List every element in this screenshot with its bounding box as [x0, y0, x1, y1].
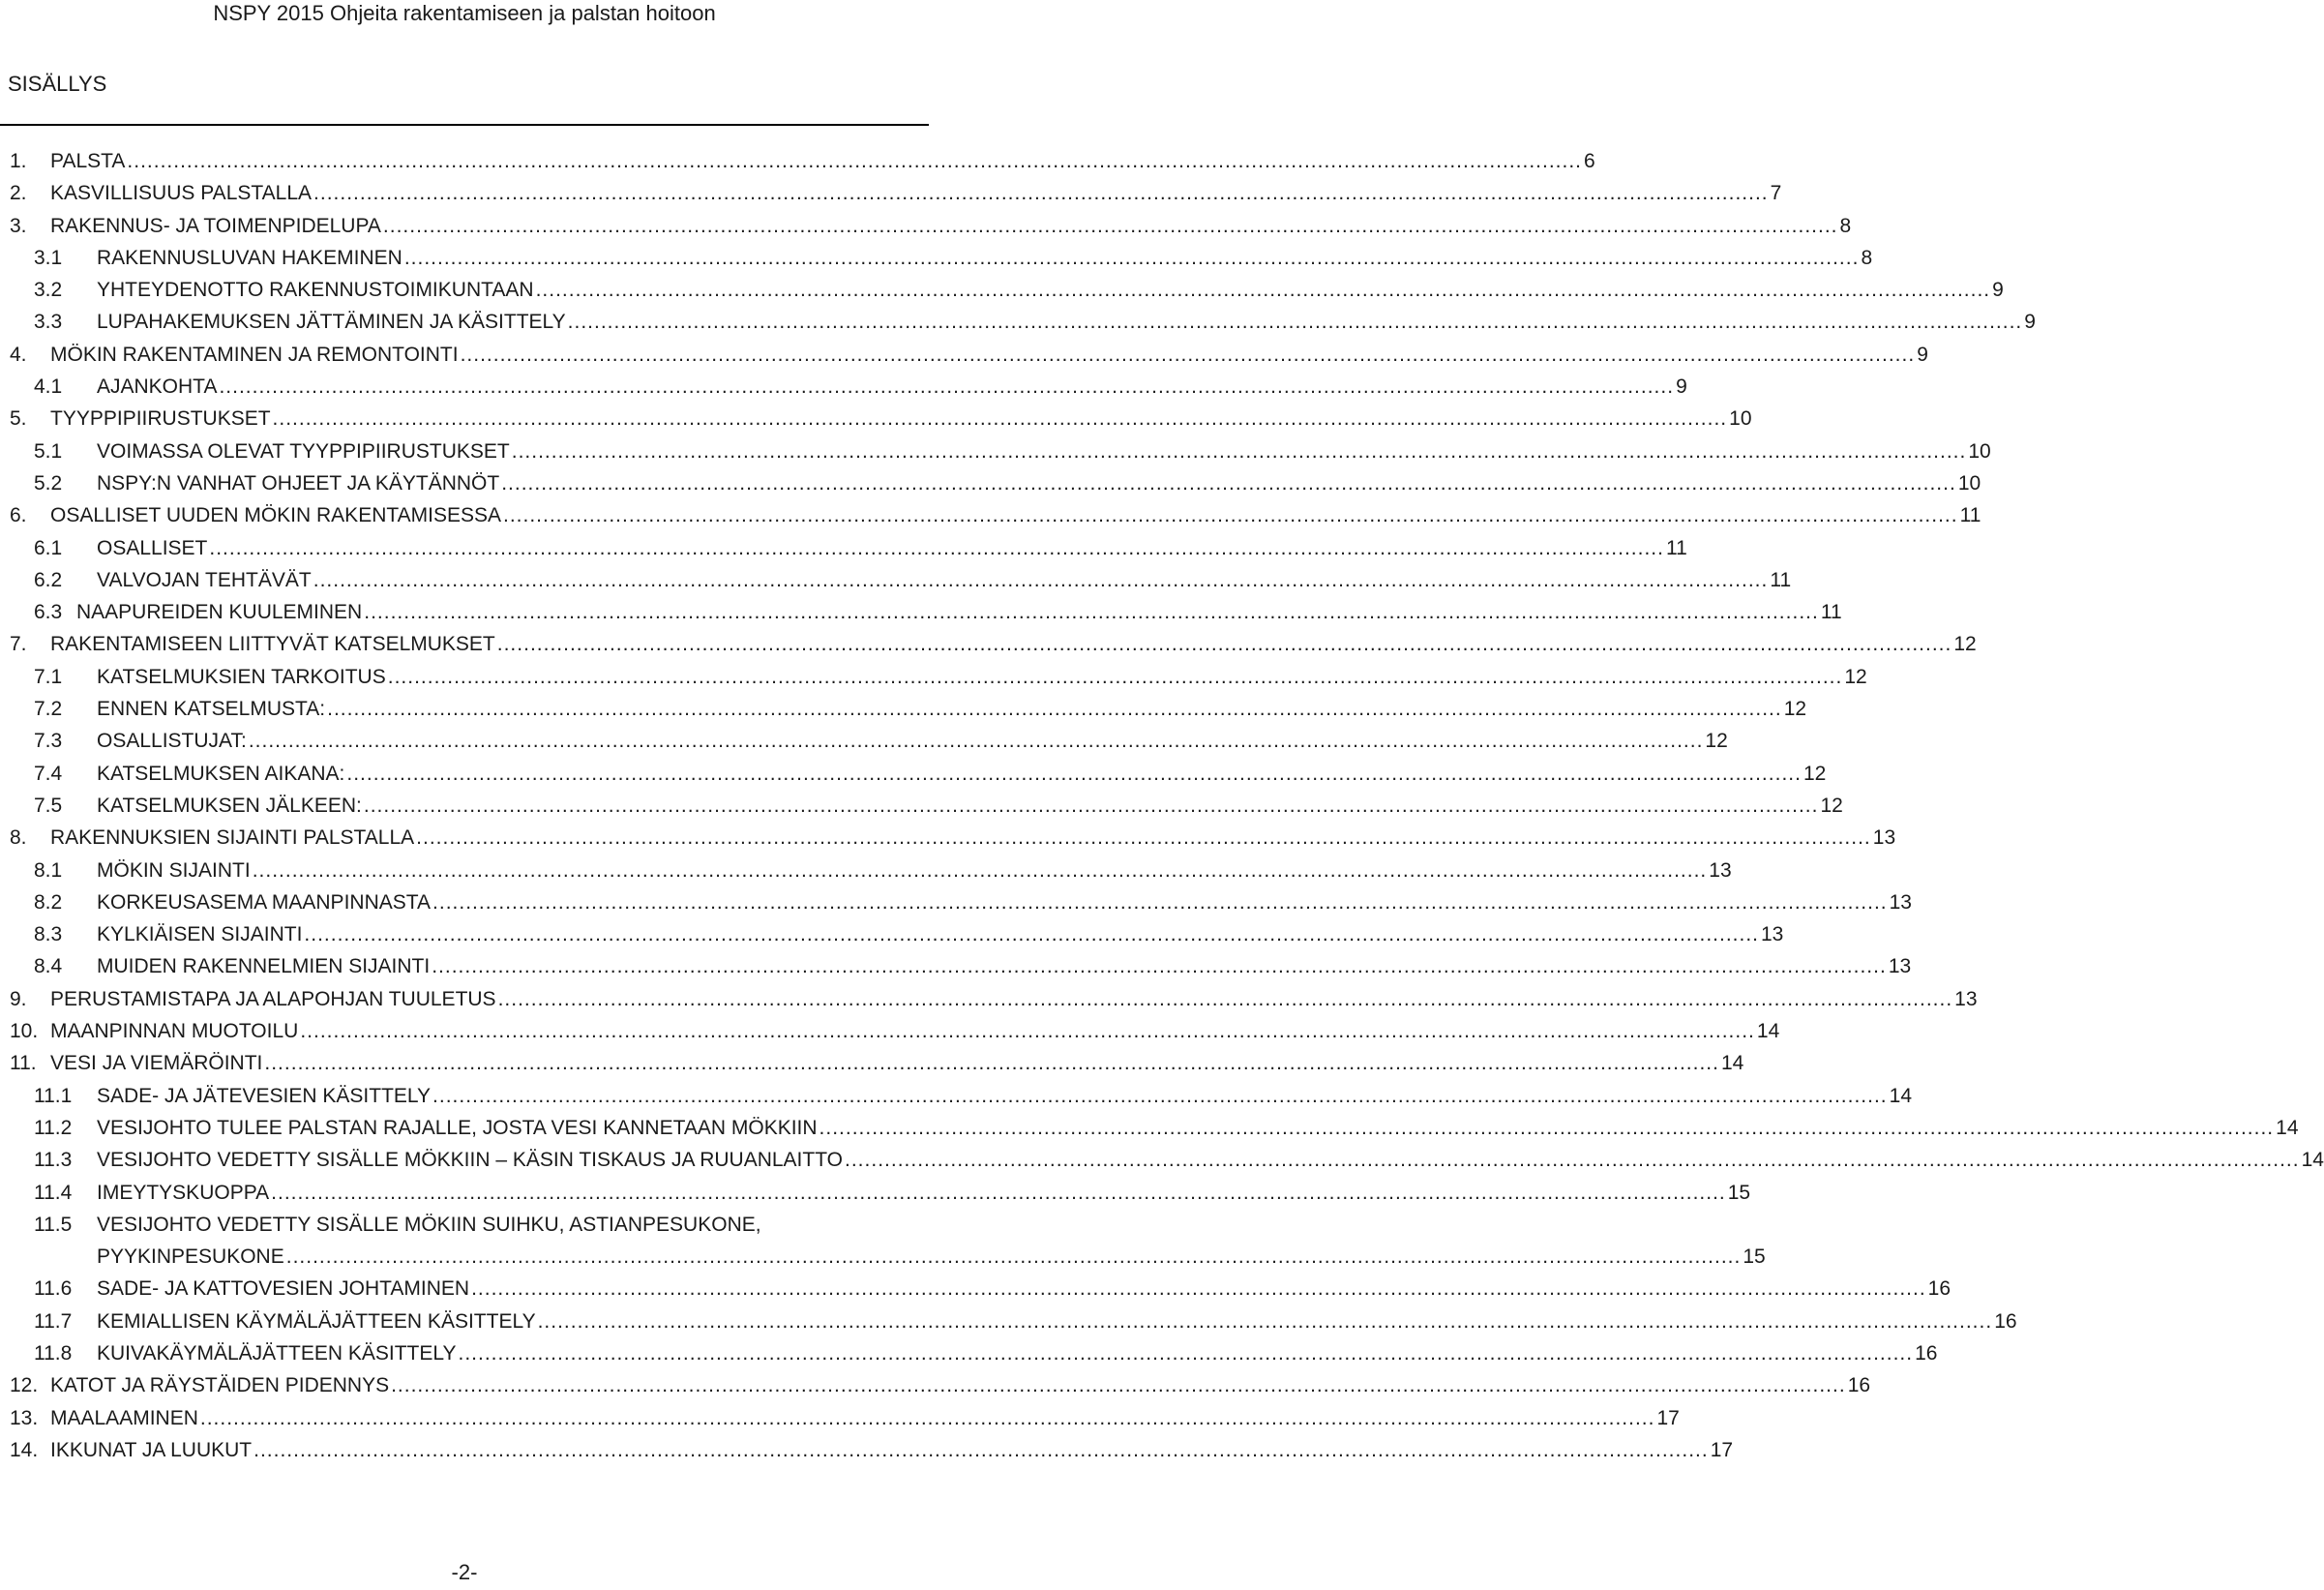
toc-entry-label: KYLKIÄISEN SIJAINTI: [97, 923, 303, 946]
toc-entry[interactable]: [10, 725, 1728, 757]
toc-leader-dots: ............................................................................................................................................................................................................................: [497, 987, 1953, 1010]
document-header: NSPY 2015 Ohjeita rakentamiseen ja palstan hoitoon: [213, 1, 716, 25]
toc-leader-dots: ............................................................................................................................................................................................................................: [382, 214, 1838, 237]
toc-entry-number: 4.: [10, 343, 27, 366]
toc-leader-dots: ............................................................................................................................................................................................................................: [819, 1116, 2275, 1139]
toc-entry-number: 6.1: [34, 536, 63, 559]
toc-entry-page: 9: [1917, 343, 1928, 366]
toc-entry-label: VALVOJAN TEHTÄVÄT: [97, 568, 312, 591]
toc-entry-page: 12: [1783, 698, 1807, 721]
toc-entry-continuation[interactable]: [10, 1241, 1766, 1273]
toc-entry-page: 10: [1729, 407, 1752, 431]
toc-entry-label: KEMIALLISEN KÄYMÄLÄJÄTTEEN KÄSITTELY: [97, 1309, 536, 1333]
toc-entry-page: 13: [1709, 858, 1732, 882]
toc-entry-label: PALSTA: [50, 150, 126, 172]
toc-entry[interactable]: [10, 242, 1873, 274]
toc-entry[interactable]: [10, 306, 2036, 338]
toc-entry-number: 14.: [10, 1438, 39, 1461]
toc-entry-page: 12: [1953, 633, 1977, 656]
toc-leader-dots: ............................................................................................................................................................................................................................: [313, 182, 1769, 205]
toc-entry[interactable]: [10, 886, 1912, 918]
toc-entry-number: 7.3: [34, 730, 63, 753]
toc-entry-number: 8.1: [34, 858, 63, 882]
toc-entry-number: 11.2: [34, 1116, 73, 1139]
toc-entry-label: VESI JA VIEMÄRÖINTI: [50, 1052, 263, 1075]
toc-entry[interactable]: [10, 1434, 1734, 1466]
toc-entry-page: 16: [1927, 1277, 1952, 1301]
toc-entry-label: KATSELMUKSEN AIKANA:: [97, 762, 345, 785]
toc-entry-page: 14: [2276, 1116, 2299, 1139]
toc-entry-number: 8.: [10, 826, 27, 850]
toc-entry-label: MÖKIN SIJAINTI: [97, 858, 251, 882]
toc-entry-number: 11.1: [34, 1084, 73, 1107]
toc-entry-label: KATSELMUKSIEN TARKOITUS: [97, 665, 386, 688]
toc-entry[interactable]: [10, 758, 1827, 790]
toc-entry-page: 11: [1820, 601, 1842, 624]
toc-entry-page: 13: [1872, 826, 1896, 850]
toc-leader-dots: ............................................................................................................................................................................................................................: [264, 1052, 1719, 1075]
toc-entry-label: MAALAAMINEN: [50, 1406, 198, 1429]
toc-entry-page: 11: [1770, 568, 1792, 591]
toc-entry-number: 4.1: [34, 375, 63, 399]
toc-leader-dots: ............................................................................................................................................................................................................................: [285, 1245, 1742, 1269]
toc-entry-label: RAKENNUS- JA TOIMENPIDELUPA: [50, 214, 381, 237]
toc-entry-number: 2.: [10, 182, 27, 205]
toc-entry-label: AJANKOHTA: [97, 375, 218, 399]
toc-entry[interactable]: [10, 1369, 1871, 1401]
toc-entry-number: 7.5: [34, 794, 63, 817]
toc-entry-number: 6.: [10, 504, 27, 527]
toc-entry-page: 12: [1705, 730, 1728, 753]
toc-leader-dots: ............................................................................................................................................................................................................................: [271, 1181, 1726, 1204]
toc-entry-label: KORKEUSASEMA MAANPINNASTA: [97, 890, 432, 914]
toc-leader-dots: ............................................................................................................................................................................................................................: [845, 1149, 2300, 1172]
toc-entry-number: 5.2: [34, 471, 63, 495]
toc-entry-number: 5.1: [34, 439, 63, 463]
toc-entry-page: 10: [1968, 439, 1991, 463]
toc-entry[interactable]: [10, 596, 1842, 628]
toc-entry[interactable]: [10, 1337, 1938, 1369]
toc-entry[interactable]: [10, 790, 1843, 822]
toc-leader-dots: ............................................................................................................................................................................................................................: [416, 826, 1871, 850]
toc-entry-number: 11.3: [34, 1149, 73, 1172]
toc-entry[interactable]: [10, 1112, 2299, 1144]
toc-entry-page: 14: [1889, 1084, 1912, 1107]
toc-leader-dots: ............................................................................................................................................................................................................................: [537, 1309, 1993, 1333]
toc-entry-number: 11.4: [34, 1181, 73, 1204]
toc-leader-dots: ............................................................................................................................................................................................................................: [511, 439, 1967, 463]
toc-entry-page: 15: [1727, 1181, 1751, 1204]
toc-entry-label: ENNEN KATSELMUSTA:: [97, 698, 326, 721]
toc-leader-dots: ............................................................................................................................................................................................................................: [432, 955, 1887, 978]
toc-entry-label: IKKUNAT JA LUUKUT: [50, 1438, 253, 1461]
toc-entry-page: 13: [1888, 955, 1912, 978]
toc-entry-number: 1.: [10, 150, 27, 172]
toc-leader-dots: ............................................................................................................................................................................................................................: [364, 601, 1819, 624]
toc-leader-dots: ............................................................................................................................................................................................................................: [496, 633, 1952, 656]
toc-entry-page: 6: [1584, 150, 1595, 172]
toc-entry-page: 9: [1676, 375, 1687, 399]
toc-entry-page: 14: [1756, 1020, 1780, 1043]
toc-leader-dots: ............................................................................................................................................................................................................................: [209, 536, 1664, 559]
toc-entry-label: VESIJOHTO VEDETTY SISÄLLE MÖKKIIN – KÄSIN TISKAUS JA RUUANLAITTO: [97, 1149, 844, 1172]
toc-entry-label: NSPY:N VANHAT OHJEET JA KÄYTÄNNÖT: [97, 471, 500, 495]
toc-entry-number: 7.2: [34, 698, 63, 721]
toc-leader-dots: ............................................................................................................................................................................................................................: [300, 1020, 1755, 1043]
toc-entry-label: KATOT JA RÄYSTÄIDEN PIDENNYS: [50, 1374, 390, 1397]
toc-entry-label: TYYPPIPIIRUSTUKSET: [50, 407, 271, 431]
toc-entry-number: 11.: [10, 1052, 37, 1075]
toc-entry-number: 8.3: [34, 923, 63, 946]
toc-leader-dots: ............................................................................................................................................................................................................................: [253, 1438, 1709, 1461]
toc-entry-label: OSALLISTUJAT:: [97, 730, 247, 753]
toc-entry-page: 8: [1839, 214, 1852, 237]
toc-entry-label: KATSELMUKSEN JÄLKEEN:: [97, 794, 362, 817]
toc-entry[interactable]: [10, 661, 1867, 693]
toc-leader-dots: ............................................................................................................................................................................................................................: [471, 1277, 1926, 1301]
toc-entry[interactable]: [10, 177, 1782, 209]
toc-entry-number: 13.: [10, 1406, 39, 1429]
toc-leader-dots: ............................................................................................................................................................................................................................: [346, 762, 1802, 785]
toc-entry[interactable]: [10, 822, 1896, 854]
toc-entry-number: 8.4: [34, 955, 63, 978]
toc-entry-page: 13: [1954, 987, 1978, 1010]
toc-entry[interactable]: [10, 564, 1792, 596]
toc-entry-number: 11.5: [34, 1213, 73, 1236]
toc-entry-label: IMEYTYSKUOPPA: [97, 1181, 270, 1204]
toc-entry-page: 12: [1803, 762, 1827, 785]
toc-entry-label: KUIVAKÄYMÄLÄJÄTTEEN KÄSITTELY: [97, 1341, 457, 1365]
toc-entry-label: KASVILLISUUS PALSTALLA: [50, 182, 313, 205]
toc-entry-page: 8: [1861, 246, 1873, 269]
toc-entry-page: 7: [1770, 182, 1782, 205]
toc-entry[interactable]: [10, 1015, 1780, 1047]
toc-entry[interactable]: [10, 1080, 1912, 1112]
toc-leader-dots: ............................................................................................................................................................................................................................: [363, 794, 1819, 817]
toc-entry-number: 6.3: [34, 601, 63, 624]
toc-entry[interactable]: [10, 693, 1807, 725]
toc-leader-dots: ............................................................................................................................................................................................................................: [304, 923, 1759, 946]
toc-leader-dots: ............................................................................................................................................................................................................................: [501, 471, 1956, 495]
toc-entry-number: 8.2: [34, 890, 63, 914]
toc-entry-label: RAKENTAMISEEN LIITTYVÄT KATSELMUKSET: [50, 633, 495, 656]
toc-entry-label: NAAPUREIDEN KUULEMINEN: [76, 601, 363, 624]
toc-entry[interactable]: [10, 1144, 2324, 1176]
toc-entry-label: OSALLISET: [97, 536, 208, 559]
toc-leader-dots: ............................................................................................................................................................................................................................: [432, 1084, 1888, 1107]
toc-leader-dots: ............................................................................................................................................................................................................................: [252, 858, 1708, 882]
toc-leader-dots: ............................................................................................................................................................................................................................: [127, 150, 1583, 172]
toc-entry[interactable]: [10, 1209, 919, 1241]
toc-entry[interactable]: [10, 1273, 1952, 1305]
toc-entry-page: 11: [1665, 536, 1687, 559]
toc-entry-page: 10: [1957, 471, 1981, 495]
toc-entry-page: 16: [1915, 1341, 1938, 1365]
toc-entry-page: 17: [1656, 1406, 1680, 1429]
toc-leader-dots: ............................................................................................................................................................................................................................: [248, 730, 1704, 753]
toc-entry-number: 3.3: [34, 311, 63, 334]
toc-leader-dots: ............................................................................................................................................................................................................................: [387, 665, 1843, 688]
toc-entry[interactable]: [10, 532, 1687, 564]
toc-entry-number: 5.: [10, 407, 27, 431]
toc-entry-page: 16: [1847, 1374, 1871, 1397]
toc-entry[interactable]: [10, 371, 1687, 403]
toc-entry[interactable]: [10, 339, 1928, 371]
toc-entry[interactable]: [10, 467, 1981, 499]
toc-leader-dots: ............................................................................................................................................................................................................................: [327, 698, 1782, 721]
toc-entry-page: 13: [1889, 890, 1912, 914]
divider-line: [0, 124, 929, 126]
toc-entry[interactable]: [10, 403, 1752, 435]
toc-entry-label: RAKENNUKSIEN SIJAINTI PALSTALLA: [50, 826, 415, 850]
toc-leader-dots: ............................................................................................................................................................................................................................: [458, 1341, 1914, 1365]
toc-leader-dots: ............................................................................................................................................................................................................................: [567, 311, 2023, 334]
toc-entry-number: 6.2: [34, 568, 63, 591]
toc-entry-label: VESIJOHTO TULEE PALSTAN RAJALLE, JOSTA VESI KANNETAAN MÖKKIIN: [97, 1116, 818, 1139]
toc-entry[interactable]: [10, 1047, 1744, 1079]
toc-leader-dots: ............................................................................................................................................................................................................................: [272, 407, 1728, 431]
toc-entry-page: 13: [1761, 923, 1784, 946]
toc-entry[interactable]: [10, 145, 1595, 177]
toc-entry-label: OSALLISET UUDEN MÖKIN RAKENTAMISESSA: [50, 504, 501, 527]
toc-entry[interactable]: [10, 983, 1978, 1015]
toc-entry-label: MÖKIN RAKENTAMINEN JA REMONTOINTI: [50, 343, 459, 366]
toc-entry-number: 7.4: [34, 762, 63, 785]
toc-leader-dots: ............................................................................................................................................................................................................................: [199, 1406, 1655, 1429]
toc-entry-page: 12: [1820, 794, 1843, 817]
toc-title: SISÄLLYS: [8, 72, 107, 96]
toc-entry[interactable]: [10, 210, 1852, 242]
toc-entry-label: RAKENNUSLUVAN HAKEMINEN: [97, 246, 402, 269]
toc-entry[interactable]: [10, 918, 1784, 950]
toc-entry[interactable]: [10, 628, 1977, 660]
toc-entry-page: 14: [1720, 1052, 1744, 1075]
toc-entry-number: 11.8: [34, 1341, 73, 1365]
toc-entry-label: SADE- JA JÄTEVESIEN KÄSITTELY: [97, 1084, 432, 1107]
toc-leader-dots: ............................................................................................................................................................................................................................: [219, 375, 1675, 399]
toc-entry-page: 16: [1994, 1309, 2017, 1333]
toc-entry-label: YHTEYDENOTTO RAKENNUSTOIMIKUNTAAN: [97, 279, 534, 302]
toc-leader-dots: ............................................................................................................................................................................................................................: [535, 279, 1991, 302]
toc-entry-number: 11.7: [34, 1309, 73, 1333]
toc-entry-page: 12: [1844, 665, 1867, 688]
toc-entry-label: PERUSTAMISTAPA JA ALAPOHJAN TUULETUS: [50, 987, 496, 1010]
toc-leader-dots: ............................................................................................................................................................................................................................: [313, 568, 1769, 591]
toc-leader-dots: ............................................................................................................................................................................................................................: [403, 246, 1860, 269]
toc-entry-label: PYYKINPESUKONE: [97, 1245, 284, 1269]
toc-entry[interactable]: [10, 1177, 1751, 1209]
toc-entry-label: SADE- JA KATTOVESIEN JOHTAMINEN: [97, 1277, 470, 1301]
toc-entry[interactable]: [10, 499, 1981, 531]
toc-entry-label: LUPAHAKEMUKSEN JÄTTÄMINEN JA KÄSITTELY: [97, 311, 566, 334]
toc-entry-number: 9.: [10, 987, 27, 1010]
toc-entry-page: 9: [2024, 311, 2036, 334]
toc-leader-dots: ............................................................................................................................................................................................................................: [460, 343, 1916, 366]
toc-entry[interactable]: [10, 855, 1732, 886]
toc-leader-dots: ............................................................................................................................................................................................................................: [391, 1374, 1846, 1397]
toc-entry-number: 11.6: [34, 1277, 73, 1301]
toc-entry-number: 12.: [10, 1374, 39, 1397]
toc-leader-dots: ............................................................................................................................................................................................................................: [503, 504, 1958, 527]
toc-entry-number: 3.1: [34, 246, 63, 269]
toc-entry-page: 15: [1743, 1245, 1766, 1269]
toc-entry-page: 17: [1710, 1438, 1734, 1461]
toc-entry-page: 9: [1992, 279, 2004, 302]
toc-entry[interactable]: [10, 950, 1912, 982]
toc-entry-label: VOIMASSA OLEVAT TYYPPIPIIRUSTUKSET: [97, 439, 510, 463]
toc-entry-label: MUIDEN RAKENNELMIEN SIJAINTI: [97, 955, 431, 978]
toc-entry-number: 10.: [10, 1020, 39, 1043]
toc-entry-page: 11: [1959, 504, 1981, 527]
toc-entry-number: 7.: [10, 633, 27, 656]
toc-entry-label: MAANPINNAN MUOTOILU: [50, 1020, 299, 1043]
toc-entry[interactable]: [10, 1305, 2017, 1337]
toc-entry[interactable]: [10, 1402, 1680, 1434]
toc-entry-number: 3.2: [34, 279, 63, 302]
toc-entry[interactable]: [10, 274, 2004, 306]
toc-entry-number: 7.1: [34, 665, 63, 688]
toc-entry-number: 3.: [10, 214, 27, 237]
table-of-contents: [10, 145, 2324, 1466]
toc-entry[interactable]: [10, 435, 1991, 467]
page-number: -2-: [451, 1560, 478, 1584]
toc-leader-dots: ............................................................................................................................................................................................................................: [432, 890, 1888, 914]
toc-entry-label: VESIJOHTO VEDETTY SISÄLLE MÖKIIN SUIHKU, ASTIANPESUKONE,: [97, 1213, 761, 1236]
toc-entry-page: 14: [2301, 1149, 2324, 1172]
